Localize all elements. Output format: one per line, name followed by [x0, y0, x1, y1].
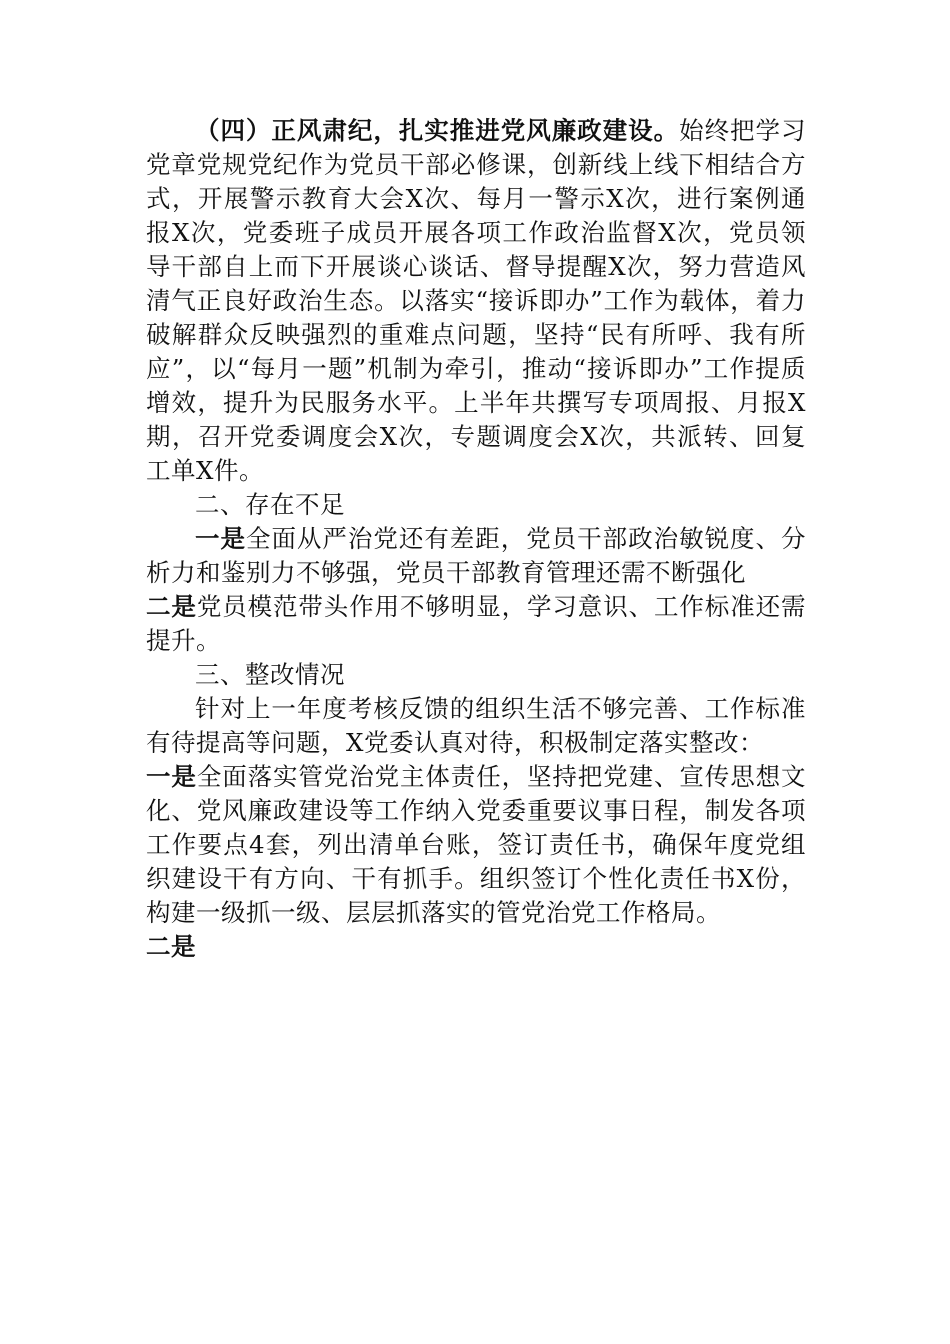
- rectification-2-keyword: 二是: [146, 932, 196, 961]
- rectification-heading: 三、整改情况: [195, 660, 345, 689]
- section4-lead: （四）正风肃纪，扎实推进党风廉政建设。: [195, 116, 680, 145]
- rectification-1-text: 全面落实管党治党主体责任，坚持把党建、宣传思想文化、党风廉政建设等工作纳入党委重要议事日程，制发各项工作要点4套，列出清单台账，签订责任书，确保年度党组织建设干有方向、干有抓手。组织签订个性化责任书X份，构建一级抓一级、层层抓落实的管党治党工作格局。: [146, 762, 807, 927]
- shortcoming-2-text: 党员模范带头作用不够明显，学习意识、工作标准还需提升。: [146, 592, 807, 655]
- rectification-item-2: [146, 930, 806, 964]
- section4-body: 始终把学习党章党规党纪作为党员干部必修课，创新线上线下相结合方式，开展警示教育大会X次、每月一警示X次，进行案例通报X次，党委班子成员开展各项工作政治监督X次，党员领导干部自上而下开展谈心谈话、督导提醒X次，努力营造风清气正良好政治生态。以落实“接诉即办”工作为载体，着力破解群众反映强烈的重难点问题，坚持“民有所呼、我有所应”，以“每月一题”机制为牵引，推动“接诉即办”工作提质增效，提升为民服务水平。上半年共撰写专项周报、月报X期，召开党委调度会X次，专题调度会X次，共派转、回复工单X件。: [146, 116, 807, 485]
- shortcomings-heading: 二、存在不足: [195, 490, 345, 519]
- shortcomings-paragraph: [146, 522, 806, 658]
- document-body: [146, 114, 806, 964]
- rectification-item-1: [146, 760, 806, 930]
- section4-paragraph: [146, 114, 806, 488]
- shortcoming-1-text: 全面从严治党还有差距，党员干部政治敏锐度、分析力和鉴别力不够强，党员干部教育管理还需不断强化: [146, 524, 807, 587]
- rectification-1-keyword: 一是: [146, 762, 197, 791]
- rectification-intro: 针对上一年度考核反馈的组织生活不够完善、工作标准有待提高等问题，X党委认真对待，积极制定落实整改：: [146, 694, 806, 757]
- shortcoming-1-keyword: 一是: [195, 524, 246, 553]
- shortcoming-2-keyword: 二是: [146, 592, 197, 621]
